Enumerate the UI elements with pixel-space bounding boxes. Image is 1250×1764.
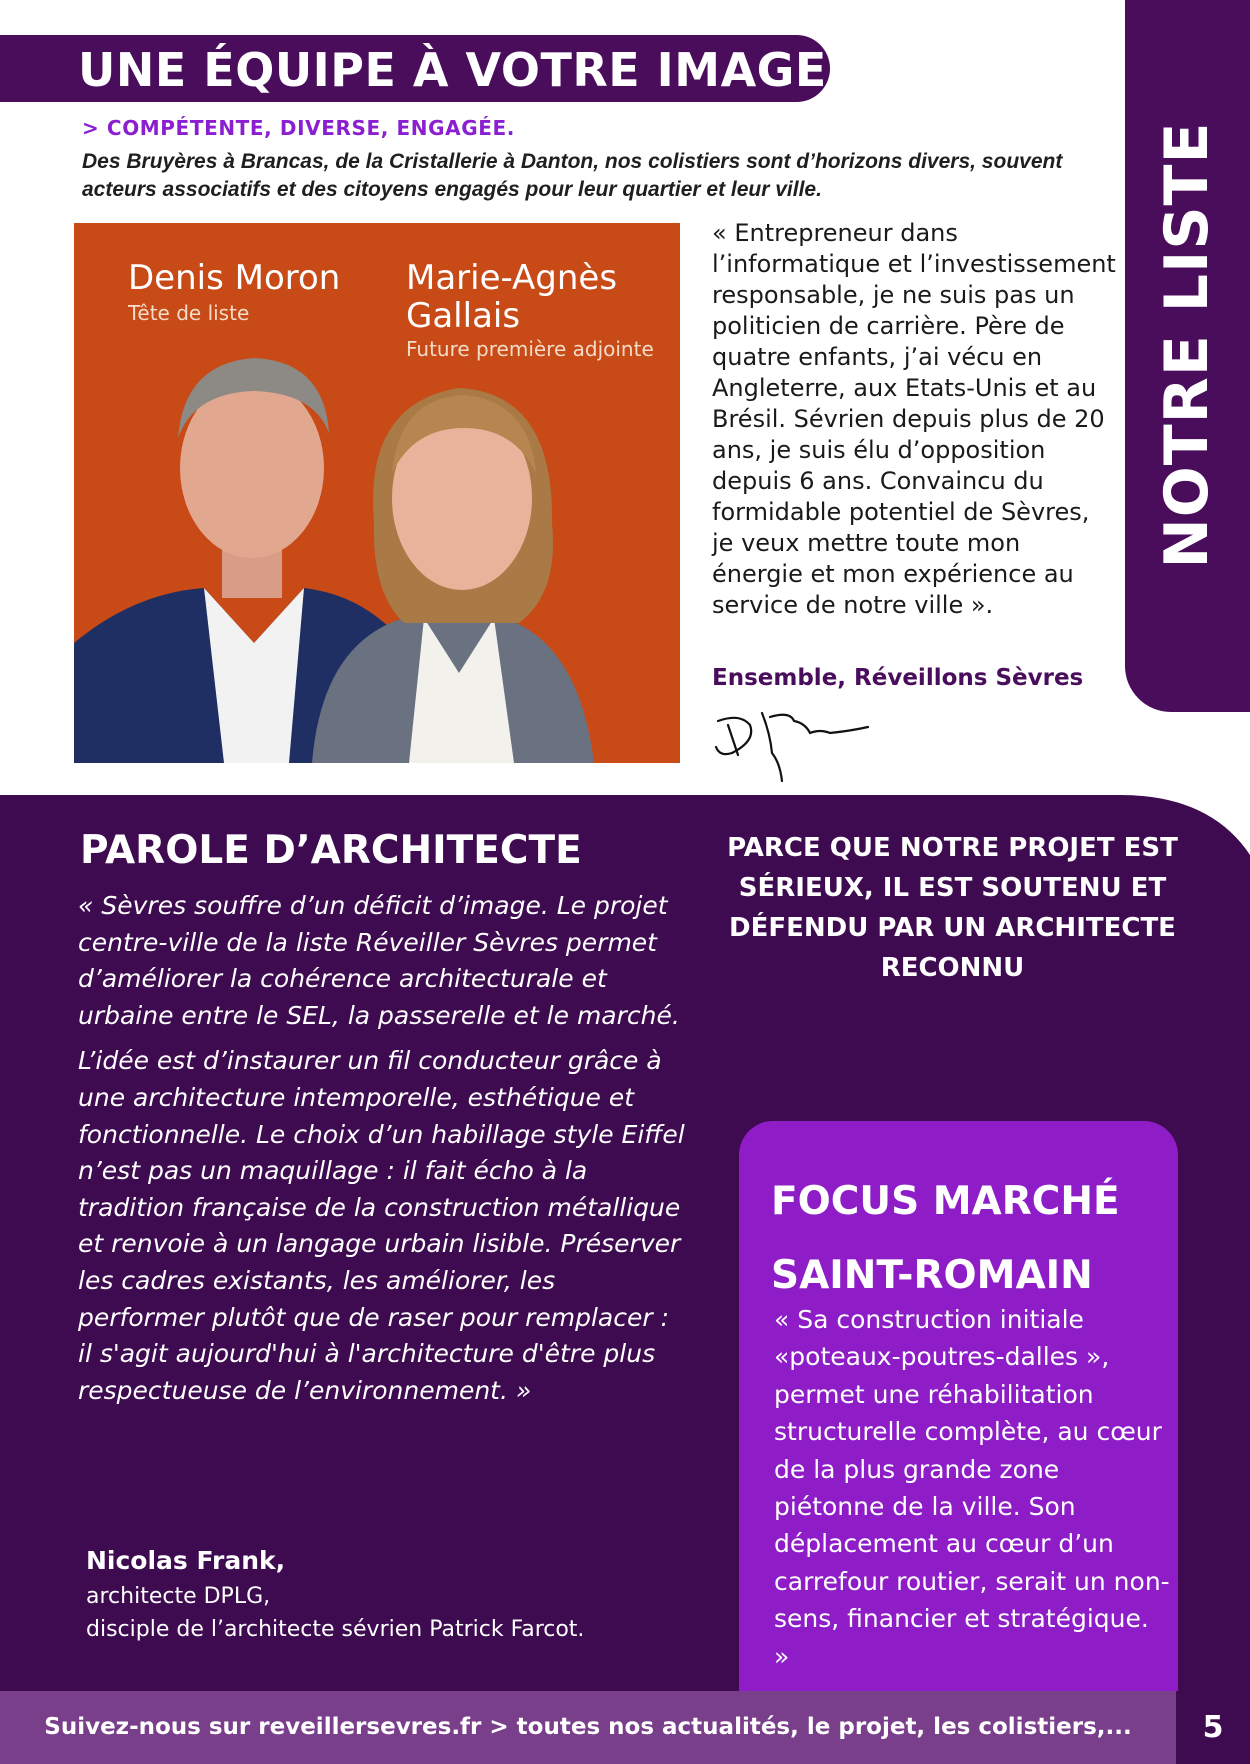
footer (0, 1691, 1250, 1764)
candidate-quote: « Entrepreneur dans l’informatique et l’investissement responsable, je ne suis pas un politicien de carrière. Père de quatre enfants, j’ai vécu en Angleterre, aux Etats-Unis et au Brésil. Sévrien depuis plus de 20 ans, je suis élu d’opposition depuis 6 ans. Convaincu du formidable potentiel de Sèvres, je veux mettre toute mon énergie et mon expérience au service de notre ville ». (712, 219, 1116, 619)
architect-name: Nicolas Frank, (86, 1546, 286, 1575)
person2-role: Future première adjointe (406, 337, 654, 361)
architect-paragraph-2: L’idée est d’instaurer un fil conducteur grâce à une architecture intemporelle, esthétique et fonctionnelle. Le choix d’un habillage style Eiffel n’est pas un maquillage : il fait écho à la tradition française de la construction métallique et renvoie à un langage urbain lisible. Préserver les cadres existants, les améliorer, les performer plutôt que de raser pour remplacer : il s'agit aujourd'hui à l'architecture d'être plus respectueuse de l’environnement. » (78, 1046, 685, 1405)
person1-role: Tête de liste (128, 301, 250, 325)
side-tab (1125, 0, 1250, 712)
side-tab-label: NOTRE LISTE (1152, 121, 1222, 569)
intro-text: Des Bruyères à Brancas, de la Cristallerie à Danton, nos colistiers sont d’horizons divers, souvent acteurs associatifs et des citoyens engagés pour leur quartier et leur ville. (82, 150, 1063, 201)
support-statement: PARCE QUE NOTRE PROJET EST SÉRIEUX, IL EST SOUTENU ET DÉFENDU PAR UN ARCHITECTE RECONNU (727, 833, 1178, 983)
page-number: 5 (1176, 1691, 1250, 1764)
focus-title: FOCUS MARCHÉ SAINT-ROMAIN (771, 1179, 1120, 1298)
architect-paragraph-1: « Sèvres souffre d’un déficit d’image. Le projet centre-ville de la liste Réveiller Sèvres permet d’améliorer la cohérence architecturale et urbaine entre le SEL, la passerelle et le marché. (78, 891, 680, 1030)
architect-role (86, 1580, 686, 1646)
person2-name: Marie-Agnès Gallais (406, 258, 618, 336)
person1-name: Denis Moron (128, 258, 341, 298)
architect-quote (78, 888, 688, 1418)
architect-role-line-2: disciple de l’architecte sévrien Patrick Farcot. (86, 1617, 585, 1642)
title-banner (0, 35, 830, 102)
page-title: UNE ÉQUIPE À VOTRE IMAGE (78, 43, 827, 97)
slogan: Ensemble, Réveillons Sèvres (712, 665, 1084, 691)
focus-text: « Sa construction initiale «poteaux-poutres-dalles », permet une réhabilitation structurelle complète, au cœur de la plus grande zone piétonne de la ville. Son déplacement au cœur d’un carrefour routier, serait un non-sens, financier et stratégique. » (774, 1305, 1170, 1671)
candidates-photo (74, 223, 680, 763)
focus-box (739, 1121, 1178, 1692)
footer-link-text[interactable]: Suivez-nous sur reveillersevres.fr > toutes nos actualités, le projet, les colistiers,... (44, 1714, 1132, 1740)
subtitle: > COMPÉTENTE, DIVERSE, ENGAGÉE. (82, 116, 515, 140)
architect-role-line-1: architecte DPLG, (86, 1584, 271, 1609)
architect-title: PAROLE D’ARCHITECTE (80, 828, 582, 873)
signature (710, 703, 890, 793)
